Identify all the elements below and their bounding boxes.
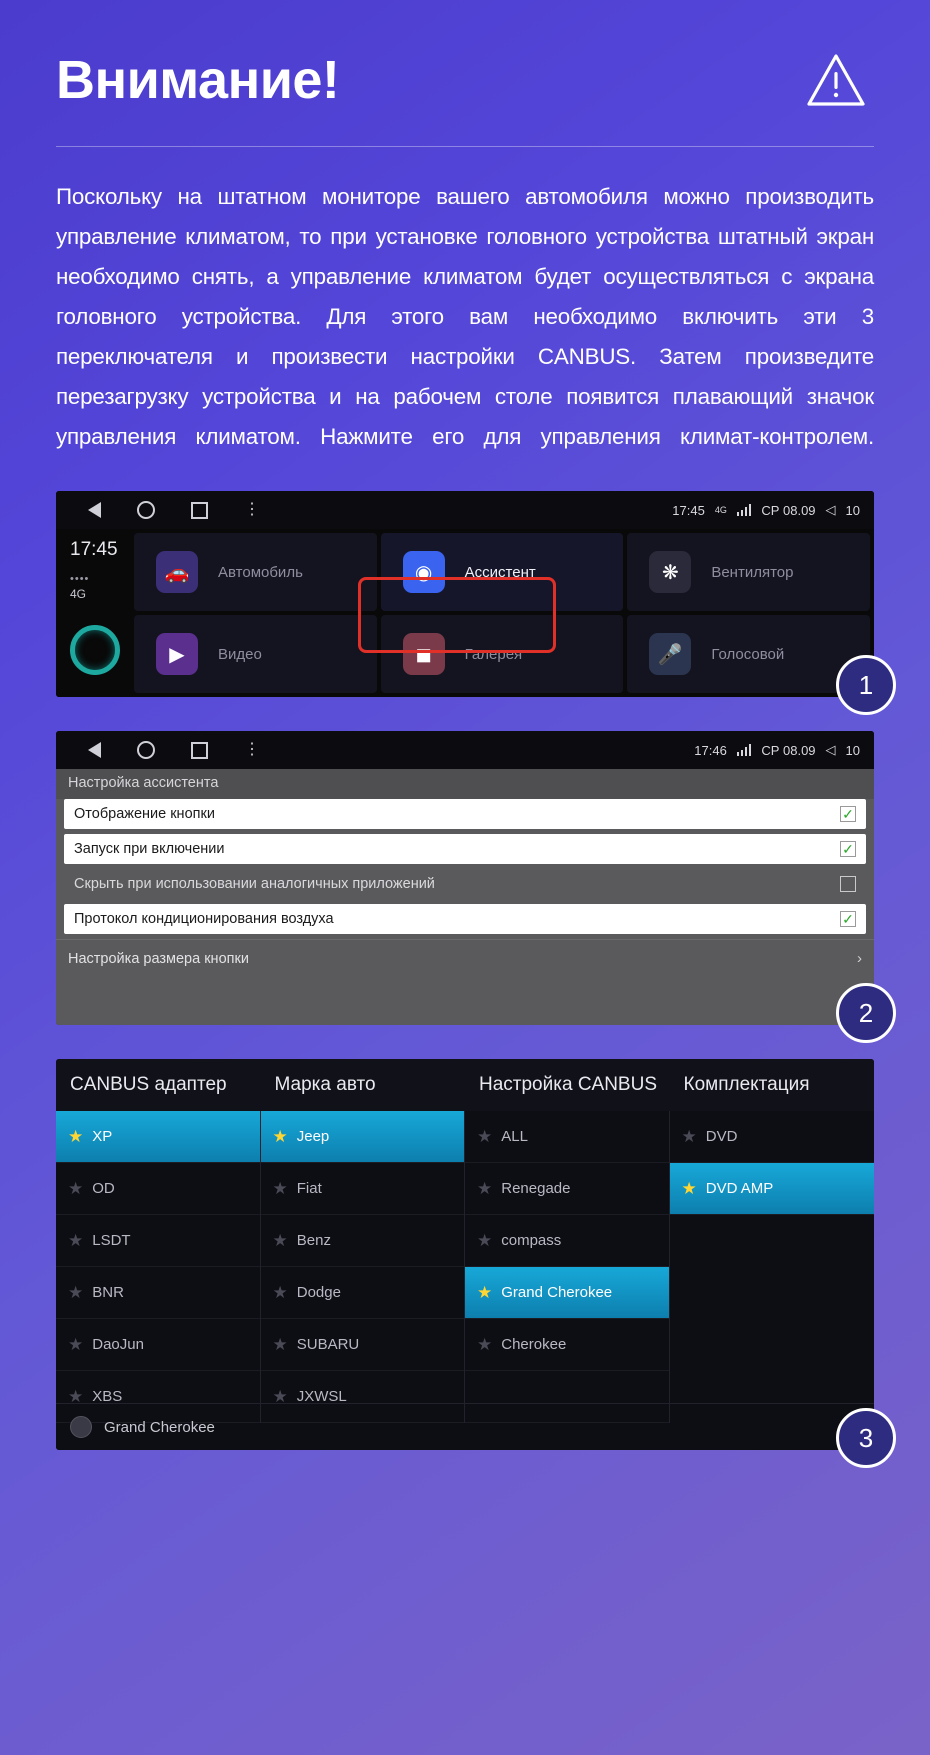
- column-header-adapter: CANBUS адаптер: [70, 1074, 227, 1095]
- signal-icon-2: [737, 744, 752, 756]
- status-volume-1: 10: [845, 502, 860, 518]
- settings-row-start-on-boot[interactable]: [64, 834, 866, 864]
- settings-row-button-size[interactable]: [56, 939, 874, 977]
- tile-label: Голосовой: [711, 645, 785, 663]
- list-item-label: Benz: [296, 1232, 331, 1249]
- star-icon: ★: [272, 1127, 288, 1146]
- star-icon: ★: [68, 1283, 84, 1302]
- tile-label: Вентилятор: [711, 563, 794, 581]
- microphone-icon: 🎤: [649, 633, 691, 675]
- star-icon: ★: [68, 1179, 84, 1198]
- android-nav-buttons[interactable]: [88, 501, 260, 519]
- step-badge-2: 2: [836, 983, 896, 1043]
- star-icon: ★: [272, 1335, 288, 1354]
- star-icon: ★: [68, 1335, 84, 1354]
- list-item-label: Grand Cherokee: [501, 1284, 613, 1301]
- list-item-label: Renegade: [501, 1180, 571, 1197]
- home-sidebar: [56, 529, 134, 697]
- column-header-brand: Марка авто: [274, 1074, 376, 1095]
- more-options-icon[interactable]: ⋮: [244, 741, 260, 758]
- assistant-halo-icon[interactable]: [70, 625, 120, 675]
- page-title: Внимание!: [56, 50, 340, 110]
- tile-video[interactable]: [134, 615, 377, 693]
- canbus-settings-screen: [56, 1059, 874, 1450]
- column-adapter: [56, 1111, 261, 1423]
- warning-triangle-icon: [806, 52, 866, 108]
- list-item-label: XBS: [92, 1388, 123, 1405]
- screenshot-2: [56, 731, 874, 1028]
- list-item-label: Cherokee: [501, 1336, 567, 1353]
- settings-row-label: Скрыть при использовании аналогичных приложений: [74, 876, 435, 892]
- list-item[interactable]: [56, 1111, 260, 1163]
- home-icon[interactable]: [137, 741, 155, 759]
- checkbox-unchecked-icon[interactable]: [840, 876, 856, 892]
- star-icon: ★: [477, 1283, 493, 1302]
- column-header-canbus: Настройка CANBUS: [479, 1074, 657, 1095]
- fan-icon: ❋: [649, 551, 691, 593]
- settings-row-label: Отображение кнопки: [74, 806, 215, 822]
- list-item[interactable]: [56, 1371, 260, 1423]
- home-tile-grid: [134, 529, 874, 697]
- list-item[interactable]: [465, 1163, 669, 1215]
- settings-row-label: Запуск при включении: [74, 841, 225, 857]
- list-item-label: Fiat: [296, 1180, 322, 1197]
- home-signal-dots: ••••: [70, 573, 90, 585]
- star-icon: ★: [272, 1231, 288, 1250]
- list-item[interactable]: [261, 1371, 465, 1423]
- list-item[interactable]: [465, 1215, 669, 1267]
- gallery-icon: ◼: [403, 633, 445, 675]
- star-icon: ★: [477, 1179, 493, 1198]
- body-paragraph: Поскольку на штатном мониторе вашего автомобиля можно производить управление климатом, то при установке головного устройства штатный экран необходимо снять, а управление климатом будет осуществляться с экрана головного устройства. Для этого вам необходимо включить эти 3 переключателя и произвести настройки CANBUS. Затем произведите перезагрузку устройства и на рабочем столе появится плавающий значок управления климатом. Нажмите его для управления климат-контролем.: [56, 184, 874, 449]
- list-item-label: XP: [92, 1128, 113, 1145]
- star-icon: ★: [68, 1387, 84, 1406]
- tile-fan[interactable]: [627, 533, 870, 611]
- settings-bottom-space: [56, 977, 874, 1025]
- car-icon: 🚗: [156, 551, 198, 593]
- step-badge-3: 3: [836, 1408, 896, 1468]
- column-canbus: [465, 1111, 670, 1423]
- settings-row-label: Настройка размера кнопки: [68, 950, 249, 967]
- settings-row-ac-protocol[interactable]: [64, 904, 866, 934]
- step-badge-1: 1: [836, 655, 896, 715]
- recents-icon[interactable]: [191, 502, 208, 519]
- star-icon: ★: [272, 1387, 288, 1406]
- assistant-settings-screen: [56, 769, 874, 1025]
- statusbar-right-2: [694, 742, 860, 758]
- list-item[interactable]: [261, 1111, 465, 1163]
- tile-gallery[interactable]: [381, 615, 624, 693]
- star-icon: ★: [68, 1127, 84, 1146]
- list-item[interactable]: [56, 1267, 260, 1319]
- more-options-icon[interactable]: ⋮: [244, 501, 260, 518]
- header-divider: [56, 146, 874, 147]
- home-screen: [56, 529, 874, 697]
- settings-row-hide-similar-apps[interactable]: [64, 869, 866, 899]
- list-item-label: LSDT: [92, 1232, 131, 1249]
- back-icon[interactable]: [88, 742, 101, 758]
- list-item[interactable]: [56, 1319, 260, 1371]
- volume-icon-1: ◁: [825, 502, 836, 517]
- list-item[interactable]: [56, 1163, 260, 1215]
- list-item-label: BNR: [92, 1284, 124, 1301]
- list-item[interactable]: [261, 1267, 465, 1319]
- list-item[interactable]: [261, 1319, 465, 1371]
- star-icon: ★: [477, 1127, 493, 1146]
- video-icon: ▶: [156, 633, 198, 675]
- back-icon[interactable]: [88, 502, 101, 518]
- column-header-trim: Комплектация: [683, 1074, 810, 1095]
- tile-label: Галерея: [464, 645, 523, 663]
- list-item[interactable]: [670, 1163, 875, 1215]
- status-time-1: 17:45: [672, 502, 705, 518]
- settings-section-title: Настройка ассистента: [56, 769, 874, 799]
- tile-label: Автомобиль: [218, 563, 303, 581]
- page-header: [56, 0, 874, 108]
- tile-voice[interactable]: [627, 615, 870, 693]
- list-item-label: Dodge: [296, 1284, 341, 1301]
- chevron-right-icon: ›: [857, 950, 862, 967]
- settings-row-label: Протокол кондиционирования воздуха: [74, 911, 334, 927]
- checkbox-checked-icon[interactable]: ✓: [840, 841, 856, 857]
- list-item[interactable]: [465, 1111, 669, 1163]
- statusbar-1: [56, 491, 874, 529]
- star-icon: ★: [681, 1179, 697, 1198]
- list-item-label: DVD: [705, 1128, 738, 1145]
- status-volume-2: 10: [845, 742, 860, 758]
- home-network-label: 4G: [70, 587, 87, 601]
- star-icon: ★: [477, 1231, 493, 1250]
- list-item-label: DVD AMP: [705, 1180, 774, 1197]
- statusbar-2: [56, 731, 874, 769]
- list-item-label: DaoJun: [92, 1336, 144, 1353]
- canbus-column-headers: [56, 1059, 874, 1111]
- screenshot-1: [56, 491, 874, 700]
- tile-label: Видео: [218, 645, 262, 663]
- star-icon: ★: [477, 1335, 493, 1354]
- list-item[interactable]: [670, 1111, 875, 1163]
- recents-icon[interactable]: [191, 742, 208, 759]
- settings-row-show-button[interactable]: [64, 799, 866, 829]
- screenshot-3: [56, 1059, 874, 1453]
- checkbox-checked-icon[interactable]: ✓: [840, 806, 856, 822]
- star-icon: ★: [272, 1179, 288, 1198]
- car-settings-icon: [70, 1416, 92, 1438]
- list-item-label: ALL: [501, 1128, 528, 1145]
- tile-car[interactable]: [134, 533, 377, 611]
- list-item[interactable]: [261, 1215, 465, 1267]
- list-item[interactable]: [261, 1163, 465, 1215]
- column-brand: [261, 1111, 466, 1423]
- statusbar-right-1: [672, 502, 860, 518]
- android-nav-buttons-2[interactable]: [88, 741, 260, 759]
- star-icon: ★: [68, 1231, 84, 1250]
- list-item-label: OD: [92, 1180, 115, 1197]
- home-clock: 17:45: [70, 539, 118, 560]
- checkbox-checked-icon[interactable]: ✓: [840, 911, 856, 927]
- list-item-label: compass: [501, 1232, 562, 1249]
- list-item-label: SUBARU: [296, 1336, 360, 1353]
- list-item[interactable]: [465, 1319, 669, 1371]
- star-icon: ★: [272, 1283, 288, 1302]
- status-date-1: СР 08.09: [761, 502, 816, 518]
- home-icon[interactable]: [137, 501, 155, 519]
- canbus-columns: [56, 1111, 874, 1406]
- volume-icon-2: ◁: [825, 742, 836, 757]
- status-network-1: 4G: [714, 505, 727, 515]
- list-item[interactable]: [465, 1371, 669, 1423]
- canbus-footer-label: Grand Cherokee: [104, 1418, 215, 1436]
- column-trim: [670, 1111, 875, 1423]
- status-time-2: 17:46: [694, 742, 727, 758]
- list-item-label: JXWSL: [296, 1388, 347, 1405]
- list-item-label: Jeep: [296, 1128, 330, 1145]
- assistant-icon: ◉: [403, 551, 445, 593]
- tile-label: Ассистент: [464, 563, 536, 581]
- star-icon: ★: [681, 1127, 697, 1146]
- status-date-2: СР 08.09: [761, 742, 816, 758]
- tile-assistant[interactable]: [381, 533, 624, 611]
- signal-icon-1: [737, 504, 752, 516]
- list-item[interactable]: [465, 1267, 669, 1319]
- list-item[interactable]: [56, 1215, 260, 1267]
